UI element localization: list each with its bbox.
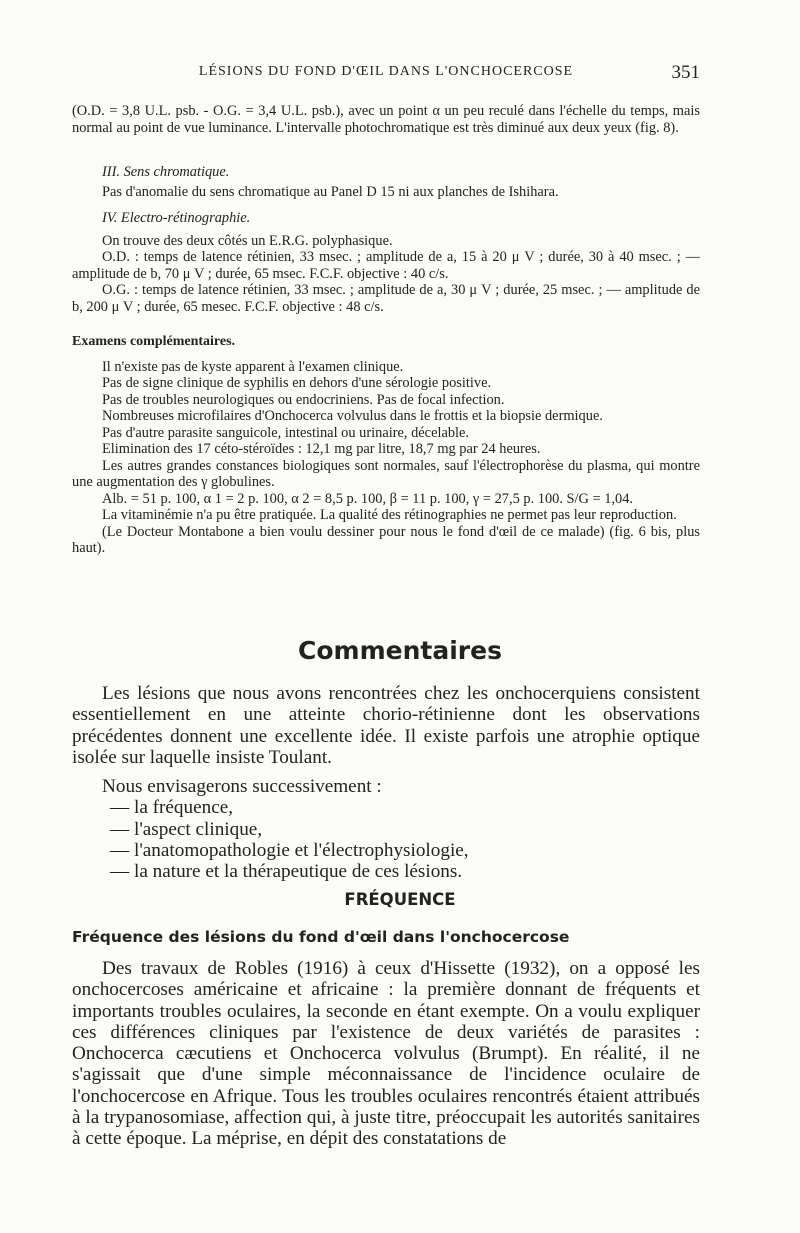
exam-line: Pas de troubles neurologiques ou endocriniens. Pas de focal infection. [102, 391, 505, 408]
exam-line: Elimination des 17 céto-stéroïdes : 12,1 mg par litre, 18,7 mg par 24 heures. [102, 441, 541, 457]
exam-line: Les autres grandes constances biologiques sont normales, sauf l'électrophorèse du plasma, qui montre une augmentation des γ globulines. [72, 457, 700, 490]
section-chromatic [72, 164, 700, 200]
exam-line: Pas d'autre parasite sanguicole, intestinal ou urinaire, décelable. [102, 424, 470, 441]
page-number: 351 [671, 62, 700, 83]
running-header: LÉSIONS DU FOND D'ŒIL DANS L'ONCHOCERCOSE [198, 64, 574, 79]
section-erg [72, 210, 700, 315]
erg-line: On trouve des deux côtés un E.R.G. polyphasique. [102, 232, 393, 249]
commentaires-intro: Nous envisagerons successivement : [102, 776, 382, 798]
frequence-section-title: FRÉQUENCE [344, 890, 456, 909]
list-item: — la nature et la thérapeutique de ces lésions. [110, 861, 463, 883]
section-exams [72, 334, 700, 557]
exam-line: La vitaminémie n'a pu être pratiquée. La qualité des rétinographies ne permet pas leur reproduction. [102, 507, 677, 523]
list-item: — l'anatomopathologie et l'électrophysiologie, [110, 840, 469, 862]
commentaires-body [72, 683, 700, 883]
exams-title: Examens complémentaires. [72, 334, 236, 349]
commentaires-title: Commentaires [298, 636, 502, 665]
exam-line: Il n'existe pas de kyste apparent à l'examen clinique. [102, 358, 404, 375]
intro-paragraph: (O.D. = 3,8 U.L. psb. - O.G. = 3,4 U.L. psb.), avec un point α un peu reculé dans l'échelle du temps, mais normal au point de vue luminance. L'intervalle photochromatique est très diminué aux deux yeux (fig. 8). [72, 103, 700, 136]
exam-line: Alb. = 51 p. 100, α 1 = 2 p. 100, α 2 = 8,5 p. 100, β = 11 p. 100, γ = 27,5 p. 100. S/G = 1,04. [102, 490, 634, 507]
exam-line: Pas de signe clinique de syphilis en dehors d'une sérologie positive. [102, 375, 492, 391]
exam-line: Nombreuses microfilaires d'Onchocerca volvulus dans le frottis et la biopsie dermique. [102, 408, 603, 424]
erg-line: O.D. : temps de latence rétinien, 33 msec. ; amplitude de a, 15 à 20 μ V ; durée, 30 à 40 msec. ; — amplitude de b, 70 μ V ; durée, 65 msec. F.C.F. objective : 40 c/s. [72, 249, 700, 282]
erg-line: O.G. : temps de latence rétinien, 33 msec. ; amplitude de a, 30 μ V ; durée, 25 msec. ; — amplitude de b, 200 μ V ; durée, 65 mesec. F.C.F. objective : 48 c/s. [72, 282, 700, 315]
list-item: — l'aspect clinique, [110, 818, 263, 840]
top-block [72, 103, 700, 136]
commentaires-paragraph: Les lésions que nous avons rencontrées chez les onchocerquiens consistent essentiellement en une atteinte chorio-rétinienne dont les observations précédentes donnent une excellente idée. Il existe parfois une atrophie optique isolée sur laquelle insiste Toulant. [72, 683, 700, 768]
section-3-text: Pas d'anomalie du sens chromatique au Panel D 15 ni aux planches de Ishihara. [102, 183, 559, 200]
list-item: — la fréquence, [110, 797, 234, 819]
frequence-subtitle: Fréquence des lésions du fond d'œil dans l'onchocercose [72, 928, 570, 946]
section-4-title: IV. Electro-rétinographie. [102, 210, 251, 226]
frequence-body [72, 958, 700, 1150]
exam-line: (Le Docteur Montabone a bien voulu dessiner pour nous le fond d'œil de ce malade) (fig. 6 bis, plus haut). [72, 523, 700, 556]
section-3-title: III. Sens chromatique. [102, 164, 230, 180]
frequence-paragraph: Des travaux de Robles (1916) à ceux d'Hissette (1932), on a opposé les onchocercoses américaine et africaine : la première donnant de fréquents et importants troubles oculaires, la seconde en étant exempte. On a voulu expliquer ces différences cliniques par l'existence de deux variétés de parasites : Onchocerca cæcutiens et Onchocerca volvulus (Brumpt). En réalité, il ne s'agissait que d'une simple méconnaissance de l'incidence oculaire de l'onchocercose en Afrique. Tous les troubles oculaires rencontrés étaient attribués à la trypanosomiase, affection qui, à juste titre, préoccupait les autorités sanitaires à cette époque. La méprise, en dépit des constatations de [72, 958, 700, 1150]
